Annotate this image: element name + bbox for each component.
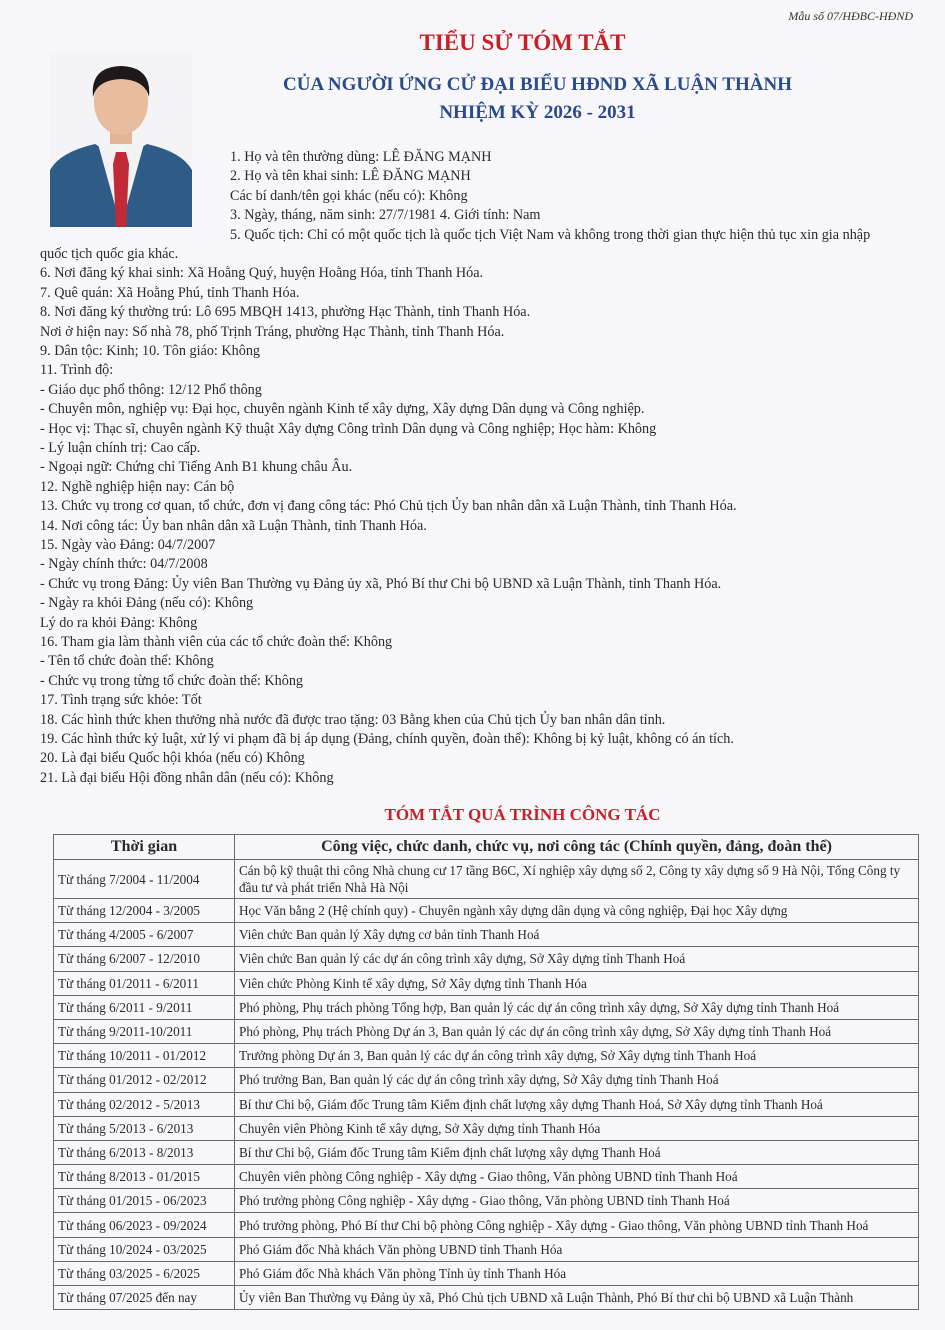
table-row — [54, 995, 919, 1019]
position-cell: Viên chức Ban quản lý Xây dựng cơ bản tỉnh Thanh Hoá — [235, 923, 919, 947]
position-cell: Chuyên viên phòng Công nghiệp - Xây dựng - Giao thông, Văn phòng UBND tỉnh Thanh Hoá — [235, 1165, 919, 1189]
bio-line: 5. Quốc tịch: Chỉ có một quốc tịch là quốc tịch Việt Nam và không trong thời gian thực hiện thủ tục xin gia nhập — [230, 226, 871, 243]
bio-line: 19. Các hình thức kỷ luật, xử lý vi phạm đã bị áp dụng (Đảng, chính quyền, đoàn thể): Không bị kỷ luật, không có án tích. — [40, 731, 734, 747]
work-history-table — [53, 834, 919, 1310]
bio-line: 16. Tham gia làm thành viên của các tổ chức đoàn thể: Không — [40, 634, 393, 650]
table-row — [54, 923, 919, 947]
document-subtitle-line2: NHIỆM KỲ 2026 - 2031 — [439, 102, 636, 123]
time-cell: Từ tháng 10/2011 - 01/2012 — [54, 1044, 235, 1068]
time-cell: Từ tháng 01/2015 - 06/2023 — [54, 1189, 235, 1213]
time-cell: Từ tháng 4/2005 - 6/2007 — [54, 923, 235, 947]
bio-line: - Chức vụ trong từng tổ chức đoàn thể: Không — [40, 672, 304, 689]
table-row — [54, 1165, 919, 1189]
time-cell: Từ tháng 6/2013 - 8/2013 — [54, 1140, 235, 1164]
document-subtitle-line1: CỦA NGƯỜI ỨNG CỬ ĐẠI BIỂU HĐND XÃ LUẬN THÀNH — [283, 74, 792, 95]
bio-line: 21. Là đại biểu Hội đồng nhân dân (nếu có): Không — [40, 769, 334, 786]
table-row — [54, 1237, 919, 1261]
bio-line: 13. Chức vụ trong cơ quan, tổ chức, đơn vị đang công tác: Phó Chủ tịch Ủy ban nhân dân xã Luận Thành, tỉnh Thanh Hóa. — [40, 498, 737, 515]
document-title: TIỂU SỬ TÓM TẮT — [419, 30, 626, 55]
time-cell: Từ tháng 5/2013 - 6/2013 — [54, 1116, 235, 1140]
bio-line: Nơi ở hiện nay: Số nhà 78, phố Trịnh Tráng, phường Hạc Thành, tỉnh Thanh Hóa. — [40, 323, 505, 340]
time-cell: Từ tháng 07/2025 đến nay — [54, 1286, 235, 1310]
bio-line: 8. Nơi đăng ký thường trú: Lô 695 MBQH 1413, phường Hạc Thành, tỉnh Thanh Hóa. — [40, 304, 531, 321]
candidate-photo — [50, 52, 192, 227]
bio-line: - Lý luận chính trị: Cao cấp. — [40, 440, 201, 456]
bio-line: 14. Nơi công tác: Ủy ban nhân dân xã Luận Thành, tỉnh Thanh Hóa. — [40, 517, 427, 534]
time-cell: Từ tháng 9/2011-10/2011 — [54, 1019, 235, 1043]
position-cell: Viên chức Phòng Kinh tế xây dựng, Sở Xây dựng tỉnh Thanh Hóa — [235, 971, 919, 995]
bio-line: 12. Nghề nghiệp hiện nay: Cán bộ — [40, 478, 235, 495]
bio-line: - Học vị: Thạc sĩ, chuyên ngành Kỹ thuật Xây dựng Công trình Dân dụng và Công nghiệp; Học hàm: Không — [40, 420, 657, 437]
bio-line: - Ngày ra khỏi Đảng (nếu có): Không — [40, 595, 254, 612]
position-cell: Cán bộ kỹ thuật thi công Nhà chung cư 17 tầng B6C, Xí nghiệp xây dựng số 2, Công ty xây dựng số 9 Hà Nội, Tổng Công ty đầu tư và phát triển Nhà Hà Nội — [235, 860, 919, 899]
time-cell: Từ tháng 06/2023 - 09/2024 — [54, 1213, 235, 1237]
column-header-position: Công việc, chức danh, chức vụ, nơi công tác (Chính quyền, đảng, đoàn thể) — [235, 835, 919, 860]
bio-line: 6. Nơi đăng ký khai sinh: Xã Hoằng Quý, huyện Hoằng Hóa, tỉnh Thanh Hóa. — [40, 265, 484, 282]
bio-line: 1. Họ và tên thường dùng: LÊ ĐĂNG MẠNH — [230, 149, 492, 165]
bio-line: - Ngày chính thức: 04/7/2008 — [40, 556, 208, 573]
position-cell: Phó trưởng phòng Công nghiệp - Xây dựng - Giao thông, Văn phòng UBND tỉnh Thanh Hoá — [235, 1189, 919, 1213]
position-cell: Phó Giám đốc Nhà khách Văn phòng Tỉnh ủy tỉnh Thanh Hóa — [235, 1261, 919, 1285]
position-cell: Phó Giám đốc Nhà khách Văn phòng UBND tỉnh Thanh Hóa — [235, 1237, 919, 1261]
table-row — [54, 899, 919, 923]
position-cell: Phó trưởng phòng, Phó Bí thư Chi bộ phòng Công nghiệp - Xây dựng - Giao thông, Văn phòng UBND tỉnh Thanh Hoá — [235, 1213, 919, 1237]
table-row — [54, 1019, 919, 1043]
time-cell: Từ tháng 10/2024 - 03/2025 — [54, 1237, 235, 1261]
position-cell: Ủy viên Ban Thường vụ Đảng ủy xã, Phó Chủ tịch UBND xã Luận Thành, Phó Bí thư chi bộ UBND xã Luận Thành — [235, 1286, 919, 1310]
table-row — [54, 1068, 919, 1092]
time-cell: Từ tháng 7/2004 - 11/2004 — [54, 860, 235, 899]
table-row — [54, 860, 919, 899]
time-cell: Từ tháng 6/2007 - 12/2010 — [54, 947, 235, 971]
table-header-row — [54, 835, 919, 860]
bio-line: Lý do ra khỏi Đảng: Không — [40, 614, 198, 631]
bio-line: 9. Dân tộc: Kinh; 10. Tôn giáo: Không — [40, 343, 261, 359]
time-cell: Từ tháng 01/2011 - 6/2011 — [54, 971, 235, 995]
table-row — [54, 1092, 919, 1116]
position-cell: Phó phòng, Phụ trách phòng Tổng hợp, Ban quản lý các dự án công trình xây dựng, Sở Xây dựng tỉnh Thanh Hoá — [235, 995, 919, 1019]
bio-line: Các bí danh/tên gọi khác (nếu có): Không — [230, 187, 468, 204]
table-row — [54, 971, 919, 995]
bio-line: 17. Tình trạng sức khỏe: Tốt — [40, 692, 202, 709]
bio-line: - Giáo dục phổ thông: 12/12 Phổ thông — [40, 381, 262, 398]
time-cell: Từ tháng 02/2012 - 5/2013 — [54, 1092, 235, 1116]
position-cell: Chuyên viên Phòng Kinh tế xây dựng, Sở Xây dựng tỉnh Thanh Hóa — [235, 1116, 919, 1140]
bio-line: 20. Là đại biểu Quốc hội khóa (nếu có) Không — [40, 750, 305, 767]
position-cell: Phó trưởng Ban, Ban quản lý các dự án công trình xây dựng, Sở Xây dựng tỉnh Thanh Hoá — [235, 1068, 919, 1092]
bio-line: - Chuyên môn, nghiệp vụ: Đại học, chuyên ngành Kinh tế xây dựng, Xây dựng Dân dụng và Công nghiệp. — [40, 401, 645, 418]
table-row — [54, 1140, 919, 1164]
form-number: Mẫu số 07/HĐBC-HĐND — [788, 9, 913, 23]
position-cell: Trưởng phòng Dự án 3, Ban quản lý các dự án công trình xây dựng, Sở Xây dựng tỉnh Thanh Hoá — [235, 1044, 919, 1068]
time-cell: Từ tháng 01/2012 - 02/2012 — [54, 1068, 235, 1092]
table-row — [54, 1213, 919, 1237]
column-header-time: Thời gian — [54, 835, 235, 860]
position-cell: Bí thư Chi bộ, Giám đốc Trung tâm Kiểm định chất lượng xây dựng Thanh Hoá, Sở Xây dựng tỉnh Thanh Hoá — [235, 1092, 919, 1116]
time-cell: Từ tháng 6/2011 - 9/2011 — [54, 995, 235, 1019]
position-cell: Bí thư Chi bộ, Giám đốc Trung tâm Kiểm định chất lượng xây dựng Thanh Hoá — [235, 1140, 919, 1164]
table-row — [54, 1044, 919, 1068]
table-row — [54, 1261, 919, 1285]
position-cell: Viên chức Ban quản lý các dự án công trình xây dựng, Sở Xây dựng tỉnh Thanh Hoá — [235, 947, 919, 971]
bio-line: 3. Ngày, tháng, năm sinh: 27/7/1981 4. Giới tính: Nam — [230, 207, 541, 224]
bio-line: - Ngoại ngữ: Chứng chỉ Tiếng Anh B1 khung châu Âu. — [40, 459, 353, 476]
table-row — [54, 1286, 919, 1310]
position-cell: Học Văn bằng 2 (Hệ chính quy) - Chuyên ngành xây dựng dân dụng và công nghiệp, Đại học Xây dựng — [235, 899, 919, 923]
table-row — [54, 1189, 919, 1213]
position-cell: Phó phòng, Phụ trách Phòng Dự án 3, Ban quản lý các dự án công trình xây dựng, Sở Xây dựng tỉnh Thanh Hoá — [235, 1019, 919, 1043]
bio-line: 18. Các hình thức khen thưởng nhà nước đã được trao tặng: 03 Bằng khen của Chủ tịch Ủy ban nhân dân tỉnh. — [40, 711, 666, 728]
table-row — [54, 947, 919, 971]
bio-line: quốc tịch quốc gia khác. — [40, 246, 179, 262]
bio-line: - Chức vụ trong Đảng: Ủy viên Ban Thường vụ Đảng ủy xã, Phó Bí thư Chi bộ UBND xã Luận Thành, tỉnh Thanh Hóa. — [40, 575, 722, 592]
bio-line: 11. Trình độ: — [40, 362, 114, 379]
bio-line: 7. Quê quán: Xã Hoằng Phú, tỉnh Thanh Hóa. — [40, 284, 300, 301]
bio-line: 2. Họ và tên khai sinh: LÊ ĐĂNG MẠNH — [230, 168, 471, 185]
time-cell: Từ tháng 8/2013 - 01/2015 — [54, 1165, 235, 1189]
time-cell: Từ tháng 12/2004 - 3/2005 — [54, 899, 235, 923]
bio-line: - Tên tổ chức đoàn thể: Không — [40, 653, 214, 670]
bio-line: 15. Ngày vào Đảng: 04/7/2007 — [40, 537, 216, 553]
time-cell: Từ tháng 03/2025 - 6/2025 — [54, 1261, 235, 1285]
work-history-title: TÓM TẮT QUÁ TRÌNH CÔNG TÁC — [384, 805, 661, 824]
table-row — [54, 1116, 919, 1140]
